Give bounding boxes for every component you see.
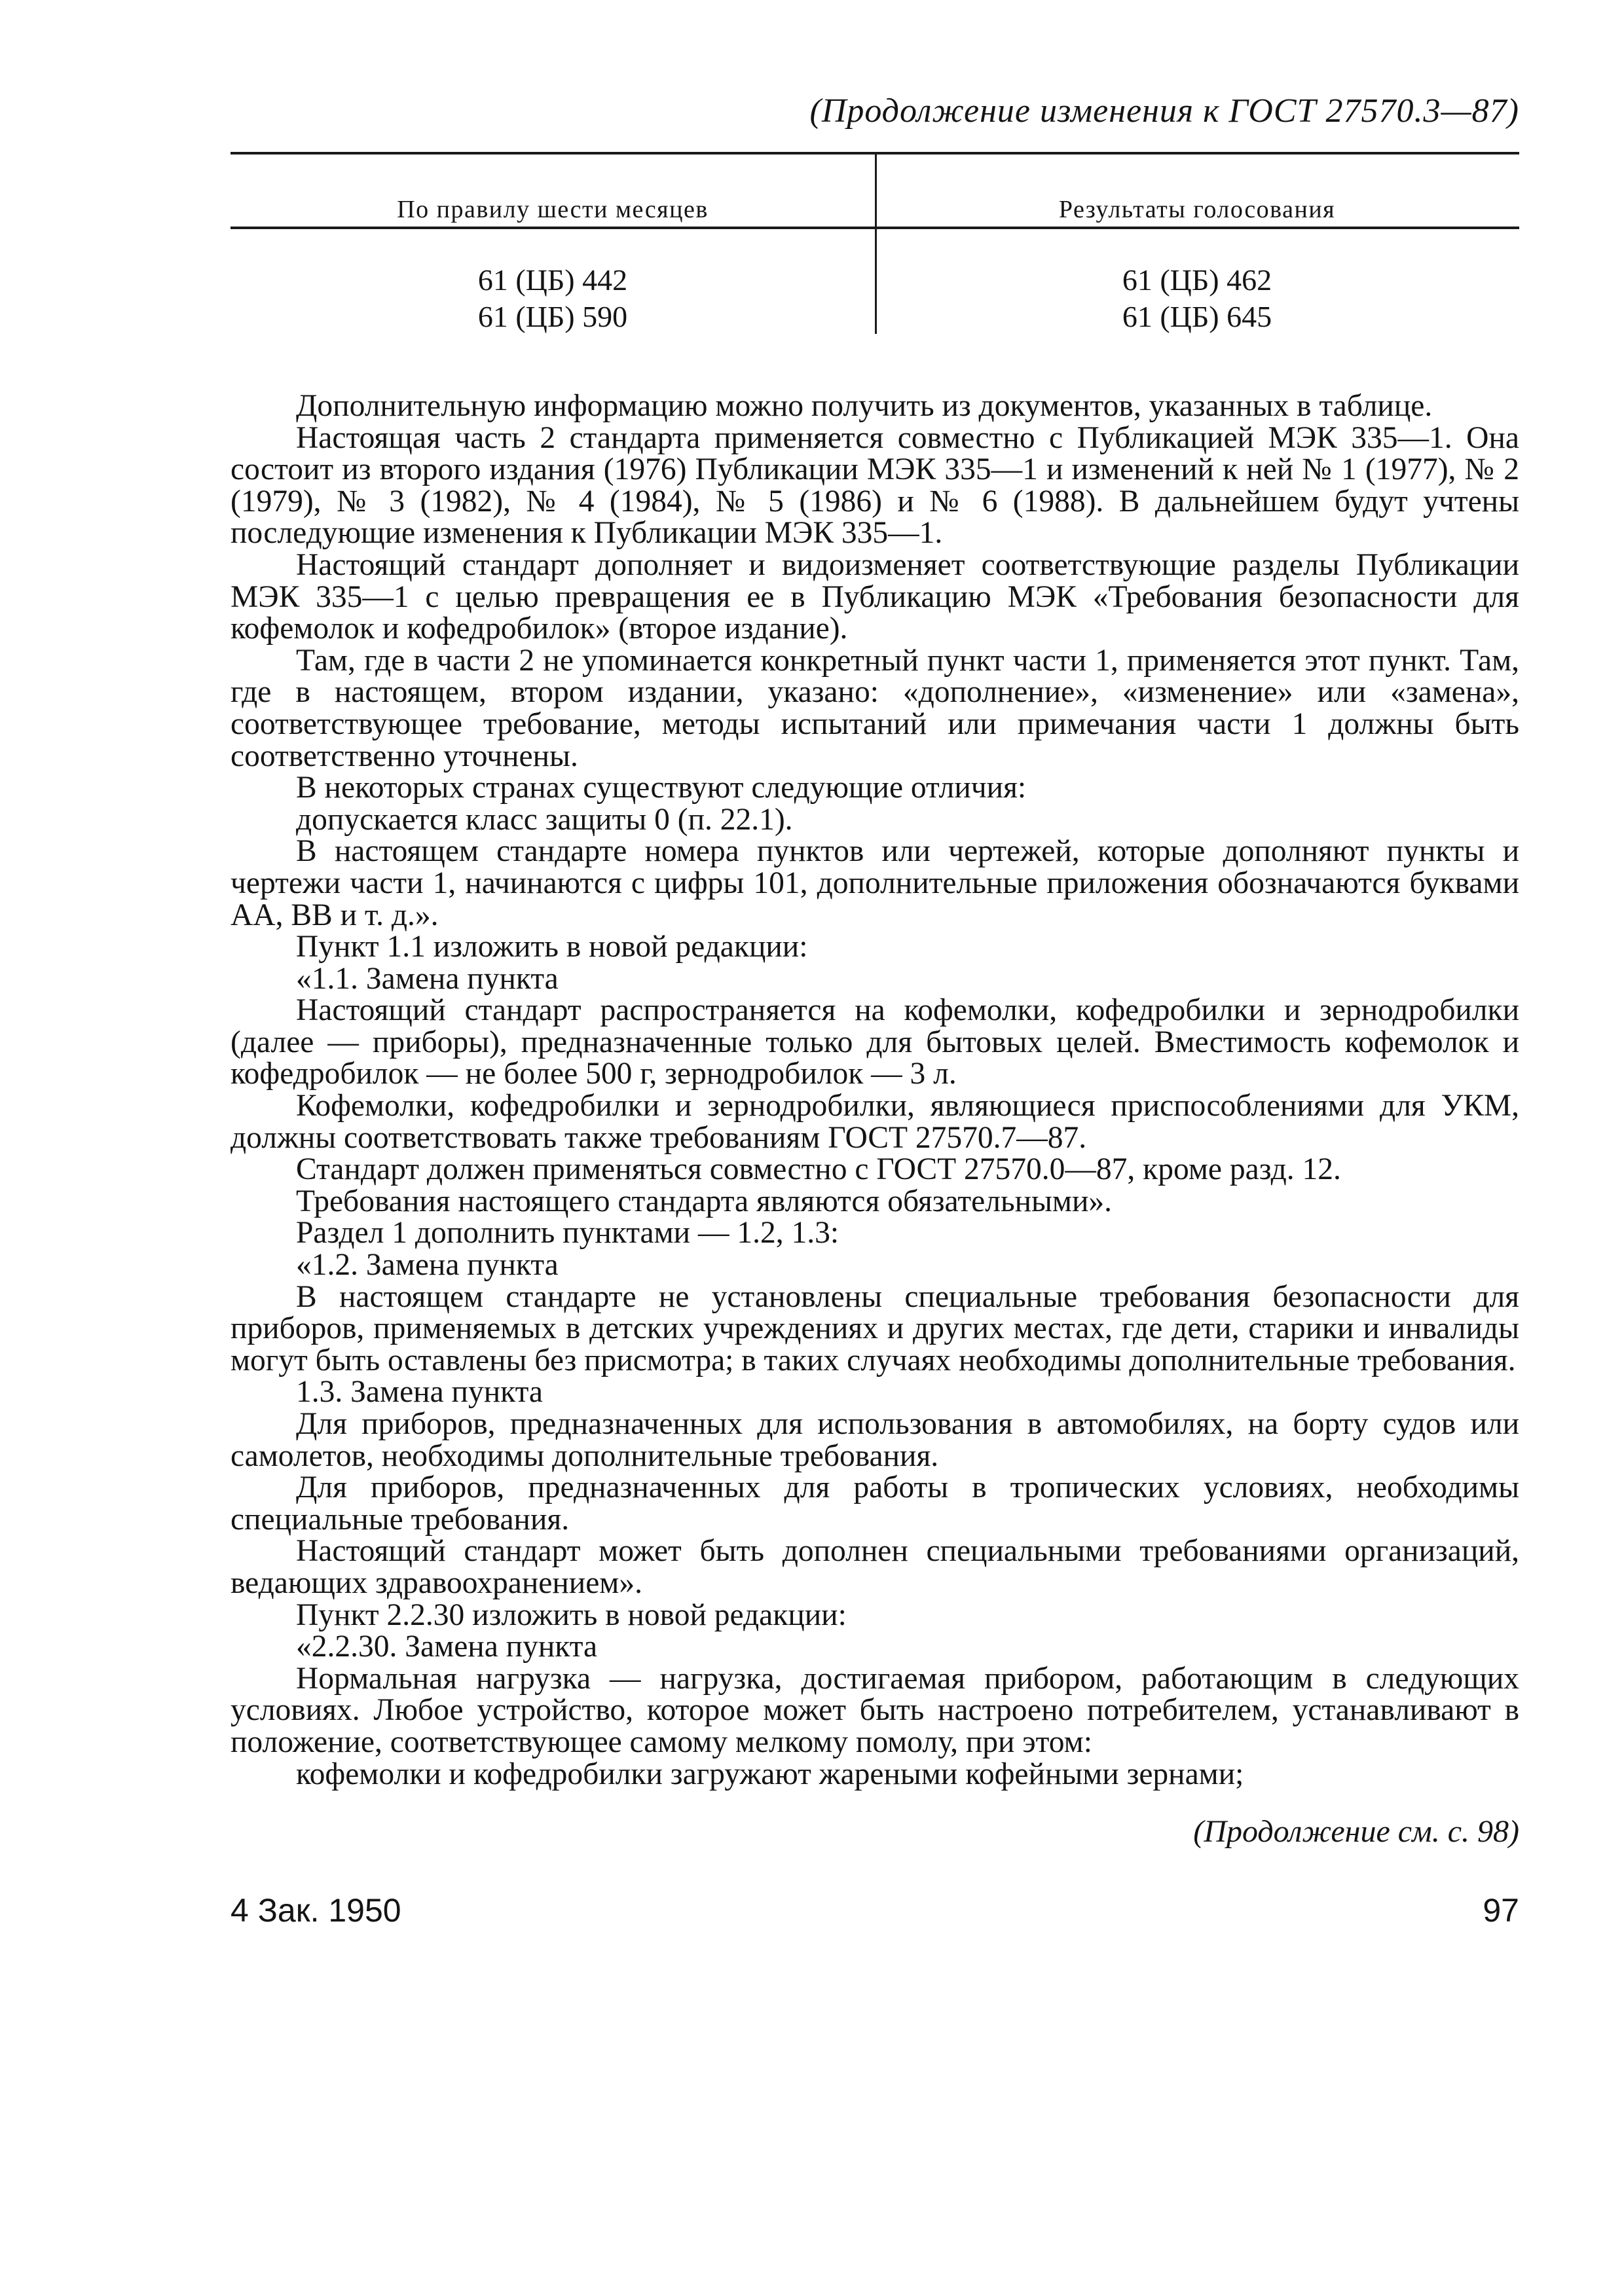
paragraph: кофемолки и кофедробилки загружают жареными кофейными зернами; (296, 1757, 1244, 1791)
paragraph: «1.2. Замена пункта (296, 1248, 559, 1283)
paragraph: Пункт 2.2.30 изложить в новой редакции: (296, 1597, 847, 1632)
paragraph: Требования настоящего стандарта являются обязательными». (296, 1184, 1113, 1218)
voting-results-value: 61 (ЦБ) 462 (1122, 263, 1272, 297)
column-header-six-months: По правилу шести месяцев (397, 196, 709, 223)
paragraph: В некоторых странах существуют следующие отличия: (296, 771, 1027, 805)
paragraph: Настоящий стандарт распространяется на кофемолки, кофедробилки и зернодробилки (далее — приборы), предназначенные только для бытовых целей. Вместимость кофемолок и кофедробилок — не более 500 г, зернодробилок — 3 л. (231, 993, 1519, 1091)
paragraph: Настоящий стандарт может быть дополнен специальными требованиями организаций, ведающих здравоохранением». (231, 1534, 1519, 1600)
paragraph: Пункт 1.1 изложить в новой редакции: (296, 930, 808, 964)
paragraph: «2.2.30. Замена пункта (296, 1630, 598, 1664)
paragraph: Стандарт должен применяться совместно с ГОСТ 27570.0—87, кроме разд. 12. (296, 1152, 1341, 1187)
paragraph: Для приборов, предназначенных для использования в автомобилях, на борту судов или самолетов, необходимы дополнительные требования. (231, 1407, 1519, 1473)
voting-results-value: 61 (ЦБ) 645 (1122, 300, 1272, 333)
voting-table (231, 155, 1519, 334)
paragraph: В настоящем стандарте номера пунктов или чертежей, которые дополняют пункты и чертежи части 1, начинаются с цифры 101, дополнительные приложения обозначаются буквами АА, ВВ и т. д.». (231, 834, 1519, 932)
paragraph: Настоящий стандарт дополняет и видоизменяет соответствующие разделы Публикации МЭК 335—1 с целью превращения ее в Публикацию МЭК «Требования безопасности для кофемолок и кофедробилок» (второе издание). (231, 547, 1519, 646)
table-column-divider (875, 155, 877, 334)
six-months-cell (231, 229, 875, 334)
page-number: 97 (1483, 1892, 1519, 1929)
body-text (231, 390, 1519, 1790)
voting-results-cell (875, 229, 1519, 334)
column-header-voting-results: Результаты голосования (1058, 196, 1336, 223)
order-number: 4 Зак. 1950 (231, 1892, 401, 1929)
paragraph: Настоящая часть 2 стандарта применяется совместно с Публикацией МЭК 335—1. Она состоит из второго издания (1976) Публикации МЭК 335—1 и изменений к ней № 1 (1977), № 2 (1979), № 3 (1982), № 4 (1984), № 5 (1986) и № 6 (1988). В дальнейшем будут учтены последующие изменения к Публикации МЭК 335—1. (231, 420, 1519, 551)
paragraph: Раздел 1 дополнить пунктами — 1.2, 1.3: (296, 1216, 840, 1250)
paragraph: допускается класс защиты 0 (п. 22.1). (296, 802, 793, 837)
paragraph: Там, где в части 2 не упоминается конкретный пункт части 1, применяется этот пункт. Там, где в настоящем, втором издании, указано: «дополнение», «изменение» или «замена», соответствующее требование, методы испытаний или примечания части 1 должны быть соответственно уточнены. (231, 643, 1519, 773)
header-continuation-note: (Продолжение изменения к ГОСТ 27570.3—87) (809, 92, 1519, 130)
paragraph: Для приборов, предназначенных для работы в тропических условиях, необходимы специальные требования. (231, 1470, 1519, 1537)
six-months-value: 61 (ЦБ) 442 (477, 263, 628, 297)
document-page (231, 92, 1519, 1929)
paragraph: Дополнительную информацию можно получить из документов, указанных в таблице. (296, 389, 1433, 423)
paragraph: Нормальная нагрузка — нагрузка, достигаемая прибором, работающим в следующих условиях. Любое устройство, которое может быть настроено потребителем, устанавливают в положение, соответствующее самому мелкому помолу, при этом: (231, 1661, 1519, 1759)
paragraph: В настоящем стандарте не установлены специальные требования безопасности для приборов, применяемых в детских учреждениях и других местах, где дети, старики и инвалиды могут быть оставлены без присмотра; в таких случаях необходимы дополнительные требования. (231, 1279, 1519, 1377)
page-footer (231, 1891, 1519, 1929)
paragraph: «1.1. Замена пункта (296, 961, 559, 996)
paragraph: 1.3. Замена пункта (296, 1375, 543, 1410)
continuation-note: (Продолжение см. с. 98) (1193, 1814, 1519, 1850)
paragraph: Кофемолки, кофедробилки и зернодробилки, являющиеся приспособлениями для УКМ, должны соответствовать также требованиям ГОСТ 27570.7—87. (231, 1089, 1519, 1155)
six-months-value: 61 (ЦБ) 590 (477, 300, 628, 333)
